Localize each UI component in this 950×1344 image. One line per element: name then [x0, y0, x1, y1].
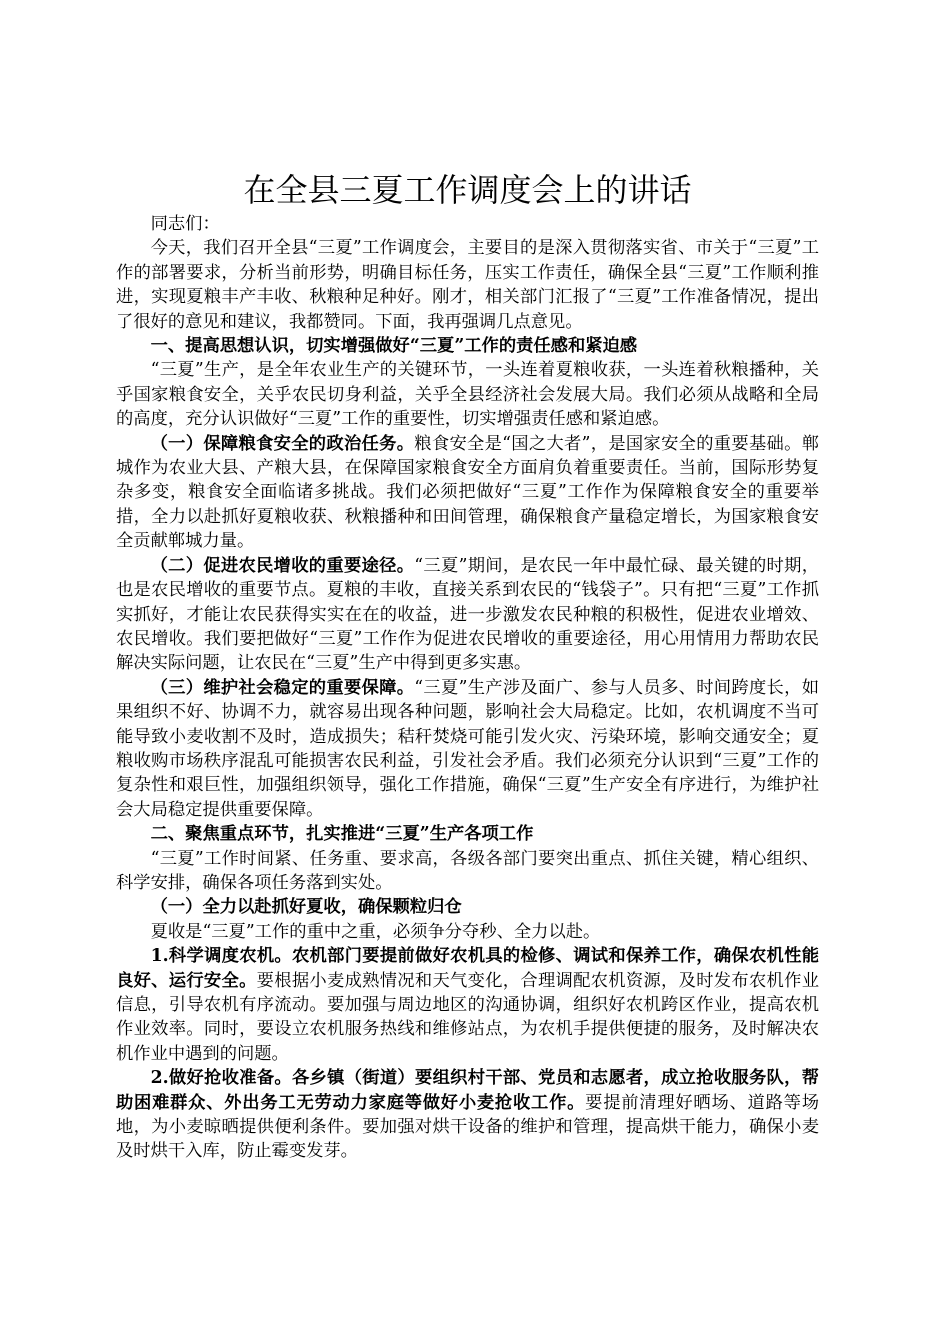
section-1-heading: 一、提高思想认识，切实增强做好“三夏”工作的责任感和紧迫感: [150, 336, 638, 357]
item-text: “三夏”生产涉及面广、参与人员多、时间跨度长，如果组织不好、协调不力，就容易出现各种问题，影响社会大局稳定。比如，农机调度不当可能导致小麦收割不及时，造成损失；秸秆焚烧可能引发火灾、污染环境，影响交通安全；夏粮收购市场秩序混乱可能损害农民利益，引发社会矛盾。我们必须充分认识到“三夏”工作的复杂性和艰巨性，加强组织领导，强化工作措施，确保“三夏”生产安全有序进行，为维护社会大局稳定提供重要保障。: [116, 677, 819, 820]
section-1-item-2: [116, 554, 819, 676]
section-1-item-1: [116, 432, 819, 554]
section-1-body: “三夏”生产，是全年农业生产的关键环节，一头连着夏粮收获，一头连着秋粮播种，关乎国家粮食安全，关乎农民切身利益，关乎全县经济社会发展大局。我们必须从战略和全局的高度，充分认识做好“三夏”工作的重要性，切实增强责任感和紧迫感。: [116, 360, 819, 430]
item-lead: （二）促进农民增收的重要途径。: [150, 555, 415, 576]
item-lead: 2.做好抢收准备。各乡镇（街道）要组织村干部、党员和志愿者，成立抢收服务队，帮助困难群众、外出务工无劳动力家庭等做好小麦抢收工作。: [116, 1068, 819, 1113]
section-2-heading: 二、聚焦重点环节，扎实推进“三夏”生产各项工作: [150, 824, 534, 845]
intro-paragraph: 今天，我们召开全县“三夏”工作调度会，主要目的是深入贯彻落实省、市关于“三夏”工作的部署要求，分析当前形势，明确目标任务，压实工作责任，确保全县“三夏”工作顺利推进，实现夏粮丰产丰收、秋粮种足种好。刚才，相关部门汇报了“三夏”工作准备情况，提出了很好的意见和建议，我都赞同。下面，我再强调几点意见。: [116, 238, 819, 332]
document-page: [116, 168, 819, 1164]
item-lead: （三）维护社会稳定的重要保障。: [150, 677, 415, 698]
section-2-body: “三夏”工作时间紧、任务重、要求高，各级各部门要突出重点、抓住关键，精心组织、科学安排，确保各项任务落到实处。: [116, 848, 819, 893]
item-lead: （一）保障粮食安全的政治任务。: [150, 433, 415, 454]
section-2-sub-1-item-2: [116, 1066, 819, 1164]
item-lead: 1.科学调度农机。农机部门要提前做好农机具的检修、调试和保养工作，确保农机性能良好、运行安全。: [116, 946, 819, 991]
item-text: “三夏”期间，是农民一年中最忙碌、最关键的时期，也是农民增收的重要节点。夏粮的丰收，直接关系到农民的“钱袋子”。只有把“三夏”工作抓实抓好，才能让农民获得实实在在的收益，进一步激发农民种粮的积极性，促进农业增效、农民增收。我们要把做好“三夏”工作作为促进农民增收的重要途径，用心用情用力帮助农民解决实际问题，让农民在“三夏”生产中得到更多实惠。: [116, 555, 819, 674]
greeting: 同志们：: [150, 214, 220, 234]
item-text: 粮食安全是“国之大者”，是国家安全的重要基础。郸城作为农业大县、产粮大县，在保障国家粮食安全方面肩负着重要责任。当前，国际形势复杂多变，粮食安全面临诸多挑战。我们必须把做好“三夏”工作作为保障粮食安全的重要举措，全力以赴抓好夏粮收获、秋粮播种和田间管理，确保粮食产量稳定增长，为国家粮食安全贡献郸城力量。: [116, 433, 819, 552]
section-2-sub-1-heading: （一）全力以赴抓好夏收，确保颗粒归仓: [150, 897, 462, 918]
section-1-item-3: [116, 676, 819, 822]
section-2-sub-1-item-1: [116, 944, 819, 1066]
document-title: 在全县三夏工作调度会上的讲话: [243, 171, 692, 209]
section-2-sub-1-body: 夏收是“三夏”工作的重中之重，必须争分夺秒、全力以赴。: [150, 921, 601, 942]
item-text: 要提前清理好晒场、道路等场地，为小麦晾晒提供便利条件。要加强对烘干设备的维护和管理，提高烘干能力，确保小麦及时烘干入库，防止霉变发芽。: [116, 1092, 819, 1162]
item-text: 要根据小麦成熟情况和天气变化，合理调配农机资源，及时发布农机作业信息，引导农机有序流动。要加强与周边地区的沟通协调，组织好农机跨区作业，提高农机作业效率。同时，要设立农机服务热线和维修站点，为农机手提供便捷的服务，及时解决农机作业中遇到的问题。: [116, 970, 819, 1064]
